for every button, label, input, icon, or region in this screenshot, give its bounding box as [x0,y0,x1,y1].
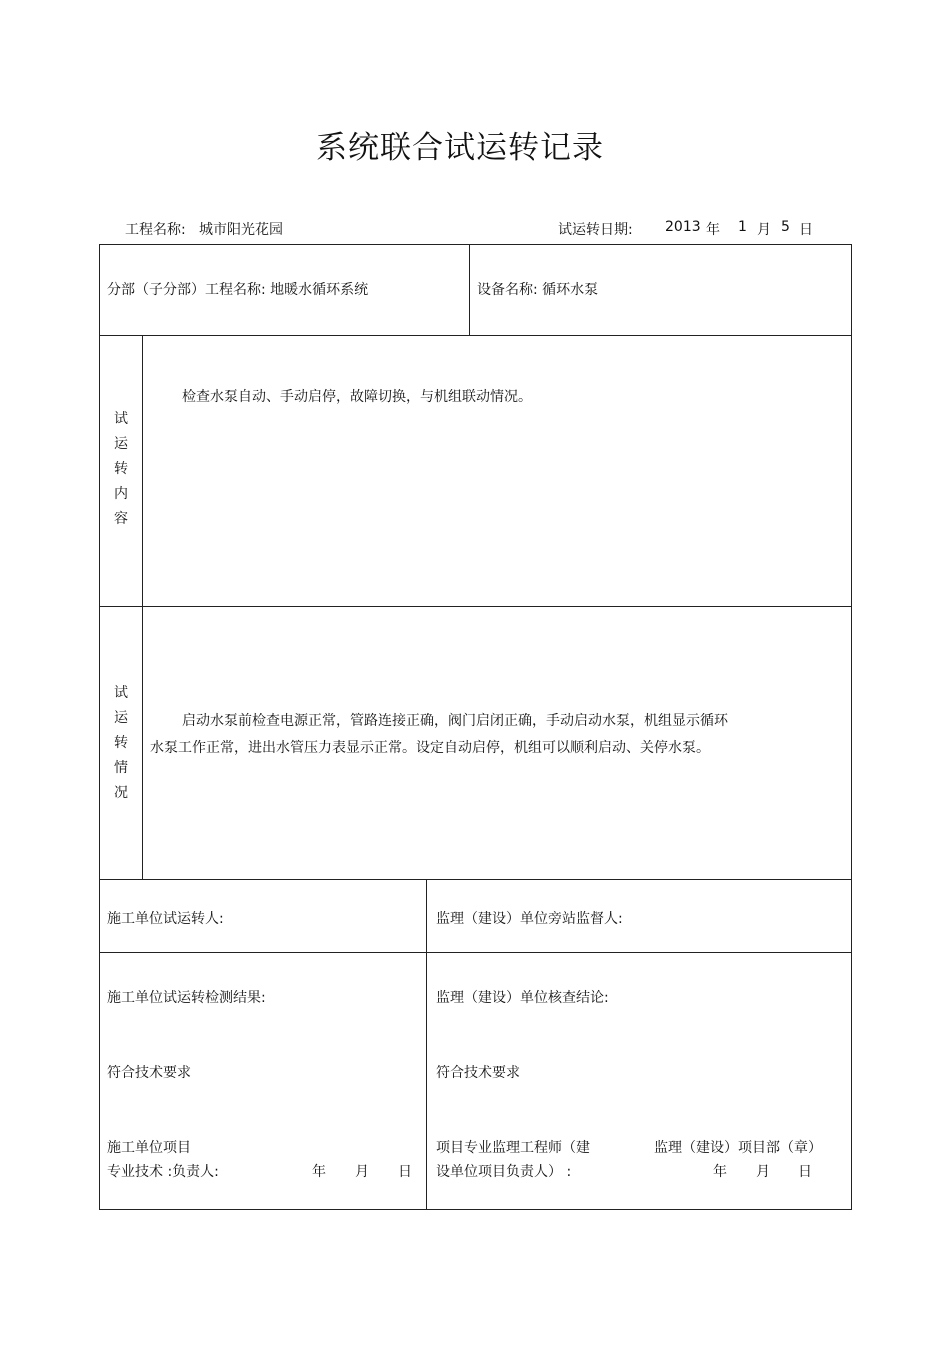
trial-date-day: 5 [781,219,790,235]
label-char: 运 [114,710,128,726]
content-text: 检查水泵自动、手动启停，故障切换，与机组联动情况。 [182,389,532,405]
supervisor-sign-line1: 项目专业监理工程师（建 [436,1140,590,1156]
trial-date-day-unit: 日 [799,222,813,238]
contractor-sign-line1: 施工单位项目 [107,1140,191,1156]
supervisor-witness: 监理（建设）单位旁站监督人: [436,911,623,927]
contractor-operator: 施工单位试运转人: [107,911,224,927]
trial-date-year: 2013 [665,219,701,235]
supervisor-date-day: 日 [798,1164,812,1180]
trial-date-year-unit: 年 [706,222,720,238]
trial-date-label: 试运转日期: [558,222,633,238]
trial-date-month-unit: 月 [757,222,771,238]
label-char: 况 [114,785,128,801]
table-rule [426,879,427,1210]
contractor-result-value: 符合技术要求 [107,1065,191,1081]
supervisor-conclusion-label: 监理（建设）单位核查结论: [436,990,609,1006]
contractor-date-year: 年 [312,1164,326,1180]
contractor-date-month: 月 [355,1164,369,1180]
document-title: 系统联合试运转记录 [316,130,604,166]
label-char: 情 [114,760,128,776]
table-rule [469,244,470,336]
supervisor-date-year: 年 [713,1164,727,1180]
contractor-date-day: 日 [398,1164,412,1180]
table-rule [142,335,143,880]
supervisor-department-seal: 监理（建设）项目部（章） [654,1140,822,1156]
table-rule [99,952,852,953]
subproject-name: 分部（子分部）工程名称: 地暖水循环系统 [107,282,369,298]
table-rule [99,335,852,336]
label-char: 容 [114,511,128,527]
table-rule [99,879,852,880]
label-char: 转 [114,735,128,751]
supervisor-conclusion-value: 符合技术要求 [436,1065,520,1081]
label-char: 转 [114,461,128,477]
trial-date-month: 1 [738,219,747,235]
supervisor-date-month: 月 [756,1164,770,1180]
table-rule [99,606,852,607]
supervisor-sign-line2: 设单位项目负责人） : [436,1164,572,1180]
equipment-name: 设备名称: 循环水泵 [477,282,599,298]
project-name-value: 城市阳光花园 [199,222,283,238]
label-char: 试 [114,411,128,427]
label-char: 内 [114,486,128,502]
label-char: 运 [114,436,128,452]
contractor-result-label: 施工单位试运转检测结果: [107,990,266,1006]
situation-row-label [100,681,142,806]
situation-text-line1: 启动水泵前检查电源正常，管路连接正确，阀门启闭正确，手动启动水泵，机组显示循环 [182,713,728,729]
content-row-label [100,407,142,532]
contractor-sign-line2: 专业技术 :负责人: [107,1164,219,1180]
label-char: 试 [114,685,128,701]
project-name-label: 工程名称: [125,222,186,238]
situation-text-line2: 水泵工作正常，进出水管压力表显示正常。设定自动启停，机组可以顺利启动、关停水泵。 [150,740,710,756]
